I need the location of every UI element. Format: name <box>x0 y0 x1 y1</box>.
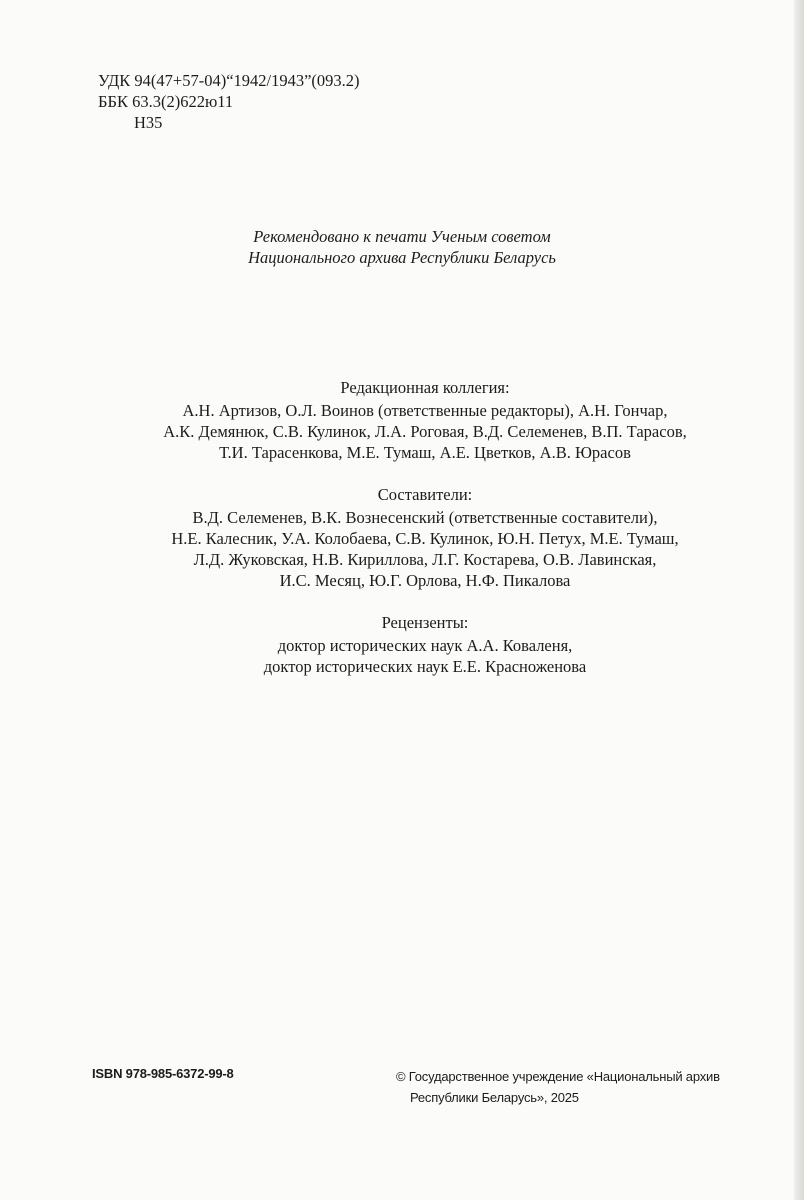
editorial-board <box>0 377 804 463</box>
compilers-line: Л.Д. Жуковская, Н.В. Кириллова, Л.Г. Костарева, О.В. Лавинская, <box>193 550 657 569</box>
page-edge-shadow <box>794 0 804 1200</box>
editorial-board-line: А.Н. Артизов, О.Л. Воинов (ответственные редакторы), А.Н. Гончар, <box>182 401 668 420</box>
recommendation-line: Рекомендовано к печати Ученым советом <box>253 227 551 246</box>
reviewers-heading: Рецензенты: <box>381 613 469 632</box>
editorial-board-heading: Редакционная коллегия: <box>340 378 510 397</box>
compilers-line: И.С. Месяц, Ю.Г. Орлова, Н.Ф. Пикалова <box>279 571 571 590</box>
copyright-line: Республики Беларусь», 2025 <box>410 1090 579 1105</box>
reviewers <box>0 612 804 677</box>
recommendation-note <box>0 226 804 268</box>
isbn: ISBN 978-985-6372-99-8 <box>92 1066 234 1081</box>
compilers-line: В.Д. Селеменев, В.К. Вознесенский (ответственные составители), <box>192 508 658 527</box>
compilers-line: Н.Е. Калесник, У.А. Колобаева, С.В. Кулинок, Ю.Н. Петух, М.Е. Тумаш, <box>171 529 679 548</box>
compilers-heading: Составители: <box>377 485 473 504</box>
editorial-board-line: А.К. Демянюк, С.В. Кулинок, Л.А. Роговая, В.Д. Селеменев, В.П. Тарасов, <box>163 422 687 441</box>
compilers <box>0 484 804 591</box>
reviewers-line: доктор исторических наук А.А. Коваленя, <box>277 636 573 655</box>
classification-codes <box>98 70 360 133</box>
author-mark: Н35 <box>134 113 163 132</box>
copyright-notice <box>396 1066 720 1108</box>
copyright-line: © Государственное учреждение «Национальный архив <box>396 1069 720 1084</box>
bbk-code: ББК 63.3(2)622ю11 <box>98 92 234 111</box>
udk-code: УДК 94(47+57-04)“1942/1943”(093.2) <box>98 71 360 90</box>
reviewers-line: доктор исторических наук Е.Е. Красноженова <box>263 657 587 676</box>
editorial-board-line: Т.И. Тарасенкова, М.Е. Тумаш, А.Е. Цветков, А.В. Юрасов <box>219 443 631 462</box>
recommendation-line: Национального архива Республики Беларусь <box>248 248 556 267</box>
